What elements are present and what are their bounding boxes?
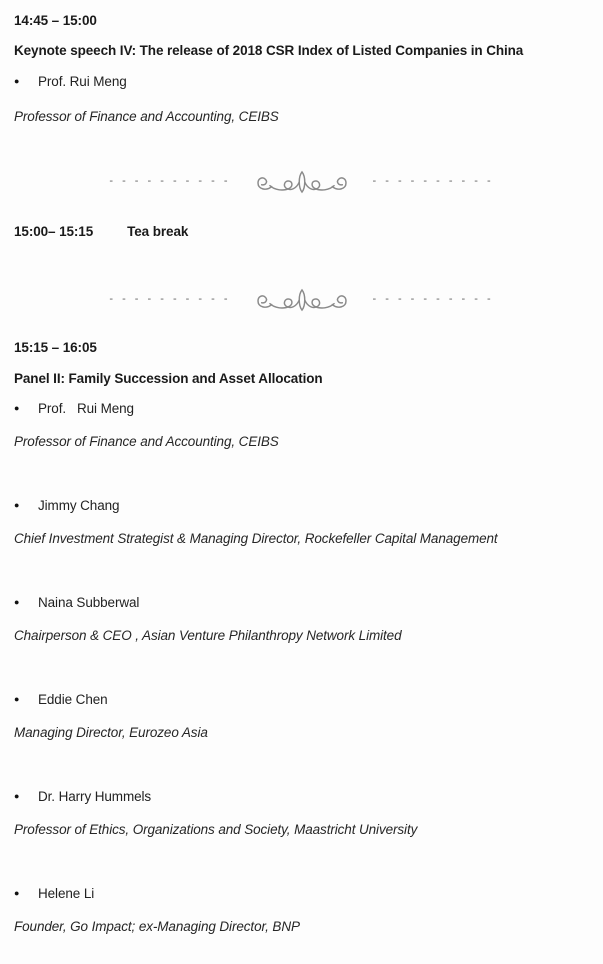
section-divider: [14, 285, 589, 315]
bullet-icon: ●: [14, 597, 20, 607]
divider-dashes-left: - - - - - - - - - -: [109, 292, 231, 305]
speaker-title: Chairperson & CEO , Asian Venture Philanthropy Network Limited: [14, 628, 402, 643]
bullet-icon: ●: [14, 500, 20, 510]
divider-dashes-left: - - - - - - - - - -: [109, 174, 231, 187]
speaker-title: Chief Investment Strategist & Managing Director, Rockefeller Capital Management: [14, 531, 498, 546]
section-divider: [14, 167, 589, 197]
speaker-title: Professor of Ethics, Organizations and Society, Maastricht University: [14, 822, 418, 837]
speaker-name: Dr. Harry Hummels: [38, 789, 152, 804]
flourish-ornament-icon: [247, 168, 357, 196]
session-3-title: Panel II: Family Succession and Asset Allocation: [14, 371, 323, 386]
bullet-icon: ●: [14, 888, 20, 898]
speaker-row: [14, 73, 589, 90]
session-2-title: Tea break: [127, 224, 189, 239]
speaker-row: [14, 594, 589, 611]
speaker-title: Managing Director, Eurozeo Asia: [14, 725, 208, 740]
session-1-time: 14:45 – 15:00: [14, 13, 97, 28]
speaker-name: Helene Li: [38, 886, 95, 901]
divider-dashes-right: - - - - - - - - - -: [372, 174, 494, 187]
session-1-title: Keynote speech IV: The release of 2018 CSR Index of Listed Companies in China: [14, 43, 524, 58]
speaker-row: [14, 497, 589, 514]
session-2-row: [14, 223, 589, 240]
speaker-row: [14, 885, 589, 902]
speaker-row: [14, 788, 589, 805]
bullet-icon: ●: [14, 791, 20, 801]
speaker-title: Professor of Finance and Accounting, CEIBS: [14, 109, 279, 124]
speaker-row: [14, 400, 589, 417]
flourish-ornament-icon: [247, 286, 357, 314]
bullet-icon: ●: [14, 76, 20, 86]
bullet-icon: ●: [14, 403, 20, 413]
session-3-time: 15:15 – 16:05: [14, 340, 97, 355]
divider-dashes-right: - - - - - - - - - -: [372, 292, 494, 305]
speaker-name: Prof. Rui Meng: [38, 401, 134, 416]
session-2-time: 15:00– 15:15: [14, 224, 94, 239]
speaker-row: [14, 691, 589, 708]
speaker-name: Naina Subberwal: [38, 595, 140, 610]
speaker-name: Jimmy Chang: [38, 498, 120, 513]
speaker-title: Founder, Go Impact; ex-Managing Director, BNP: [14, 919, 300, 934]
speaker-title: Professor of Finance and Accounting, CEIBS: [14, 434, 279, 449]
bullet-icon: ●: [14, 694, 20, 704]
speaker-name: Eddie Chen: [38, 692, 108, 707]
speaker-name: Prof. Rui Meng: [38, 74, 127, 89]
